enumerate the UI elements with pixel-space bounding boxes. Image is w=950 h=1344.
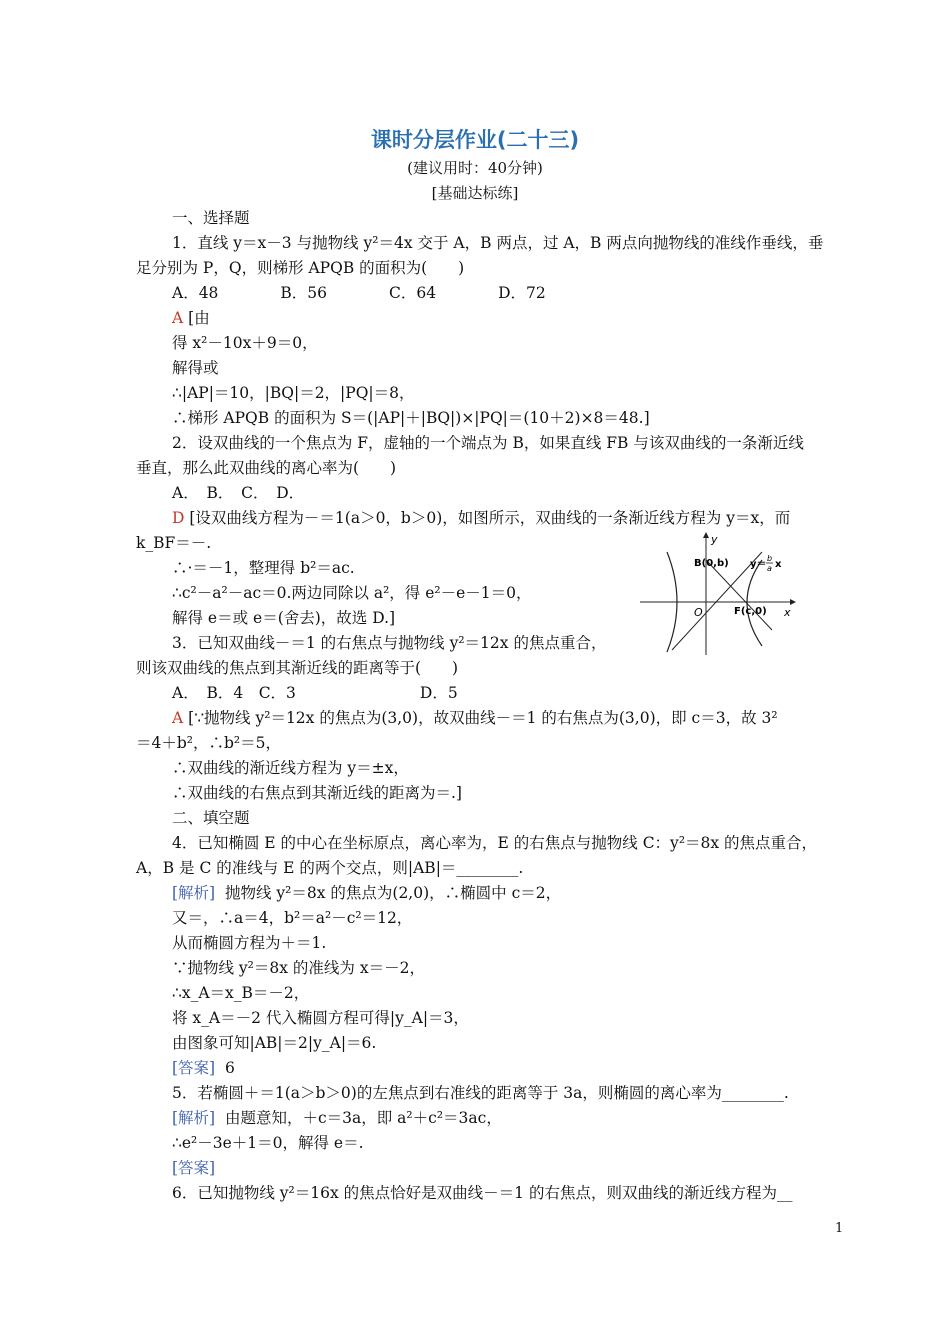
q1-line2: 足分别为 P，Q，则梯形 APQB 的面积为( ) [136,259,465,277]
q2-line2: 垂直，那么此双曲线的离心率为( ) [136,459,397,477]
q5-analysis-1: ∴e²－3e＋1＝0，解得 e＝. [172,1134,364,1152]
q1-solution-1: 得 x²－10x＋9＝0， [172,334,318,352]
q1-line1: 1．直线 y＝x－3 与抛物线 y²＝4x 交于 A，B 两点，过 A，B 两点向抛物线的准线作垂线，垂 [172,234,824,252]
q3-options: A． B．4 C．3 D．5 [172,684,458,702]
fig-origin-label: O [694,606,703,619]
fig-point-b-label: B(0,b) [694,558,729,569]
q5-answer [172,1158,215,1178]
time-hint: (建议用时：40分钟) [407,159,543,177]
q4-analysis-1: 又＝，∴a＝4，b²＝a²－c²＝12， [172,909,413,927]
q2-solution-2: ∴·＝－1，整理得 b²＝ac. [172,559,355,577]
page-number: 1 [835,1221,844,1236]
q1-answer-letter: A [172,309,184,327]
q3-solution-start: A [∵抛物线 y²＝12x 的焦点为(3,0)，故双曲线－＝1 的右焦点为(3,0)，即 c＝3，故 3² [172,709,778,727]
q4-analysis-4: ∴x_A＝x_B＝－2， [172,984,310,1002]
q1-solution-2: 解得或 [172,359,219,377]
analysis-tag: [解析] [172,884,216,902]
q3-line2: 则该双曲线的焦点到其渐近线的距离等于( ) [136,659,459,677]
q2-solution-4: 解得 e＝或 e＝(舍去)，故选 D.] [172,609,396,627]
fig-asymptote-den: a [767,564,772,573]
page-title: 课时分层作业(二十三) [370,128,580,152]
q4-answer: [答案] 6 [172,1059,235,1077]
q4-analysis-3: ∵抛物线 y²＝8x 的准线为 x＝－2， [172,959,425,977]
q5-line1: 5．若椭圆＋＝1(a＞b＞0)的左焦点到右准线的距离等于 3a，则椭圆的离心率为________. [172,1084,789,1102]
q2-solution-1: k_BF＝－. [136,534,212,552]
level-heading: [基础达标练] [431,184,519,202]
q1-options: A．48 B．56 C．64 D．72 [172,284,546,302]
q4-analysis-6: 由图象可知|AB|＝2|y_A|＝6. [172,1034,377,1052]
q2-solution-3: ∴c²－a²－ac＝0.两边同除以 a²，得 e²－e－1＝0， [172,584,532,602]
analysis-tag: [解析] [172,1109,216,1127]
q1-solution-4: ∴梯形 APQB 的面积为 S＝(|AP|＋|BQ|)×|PQ|＝(10＋2)×8＝48.] [172,409,650,427]
fig-asymptote-num: b [767,554,773,563]
q4-analysis-5: 将 x_A＝－2 代入椭圆方程可得|y_A|＝3， [172,1009,469,1027]
fig-focus-label: F(c,0) [734,606,767,617]
q2-answer-letter: D [172,509,185,527]
q3-solution-3: ∴双曲线的右焦点到其渐近线的距离为＝.] [172,784,462,802]
fig-asymptote-prefix: y＝ [750,559,767,570]
section-heading-choice: 一、选择题 [172,209,250,227]
q1-solution-start: A [由 [172,309,210,327]
q4-line2: A，B 是 C 的准线与 E 的两个交点，则|AB|＝________. [136,859,524,877]
fig-y-label: y [711,533,718,546]
q2-line1: 2．设双曲线的一个焦点为 F，虚轴的一个端点为 B，如果直线 FB 与该双曲线的一条渐近线 [172,434,804,452]
answer-tag: [答案] [172,1159,216,1177]
q2-options: A． B． C． D． [172,484,305,502]
hyperbola-figure [632,530,802,660]
q1-solution-3: ∴|AP|＝10，|BQ|＝2，|PQ|＝8， [172,384,415,402]
q4-analysis-start: [解析] 抛物线 y²＝8x 的焦点为(2,0)，∴椭圆中 c＝2， [172,884,562,902]
q4-analysis-2: 从而椭圆方程为＋＝1. [172,934,327,952]
answer-tag: [答案] [172,1059,216,1077]
q3-solution-1: ＝4＋b²，∴b²＝5， [136,734,281,752]
q6-line1: 6．已知抛物线 y²＝16x 的焦点恰好是双曲线－＝1 的右焦点，则双曲线的渐近线方程为__ [172,1184,793,1202]
fig-asymptote-var: x [775,559,782,570]
q3-line1: 3．已知双曲线－＝1 的右焦点与抛物线 y²＝12x 的焦点重合， [172,634,607,652]
section-heading-fill: 二、填空题 [172,809,250,827]
q4-line1: 4．已知椭圆 E 的中心在坐标原点，离心率为，E 的右焦点与抛物线 C：y²＝8x 的焦点重合， [172,834,818,852]
q3-solution-2: ∴双曲线的渐近线方程为 y＝±x， [172,759,409,777]
fig-x-label: x [784,606,791,619]
q5-analysis-start: [解析] 由题意知，＋c＝3a，即 a²＋c²＝3ac， [172,1109,502,1127]
q2-solution-start: D [设双曲线方程为－＝1(a＞0，b＞0)，如图所示，双曲线的一条渐近线方程为 y＝x，而 [172,509,791,527]
q3-answer-letter: A [172,709,184,727]
